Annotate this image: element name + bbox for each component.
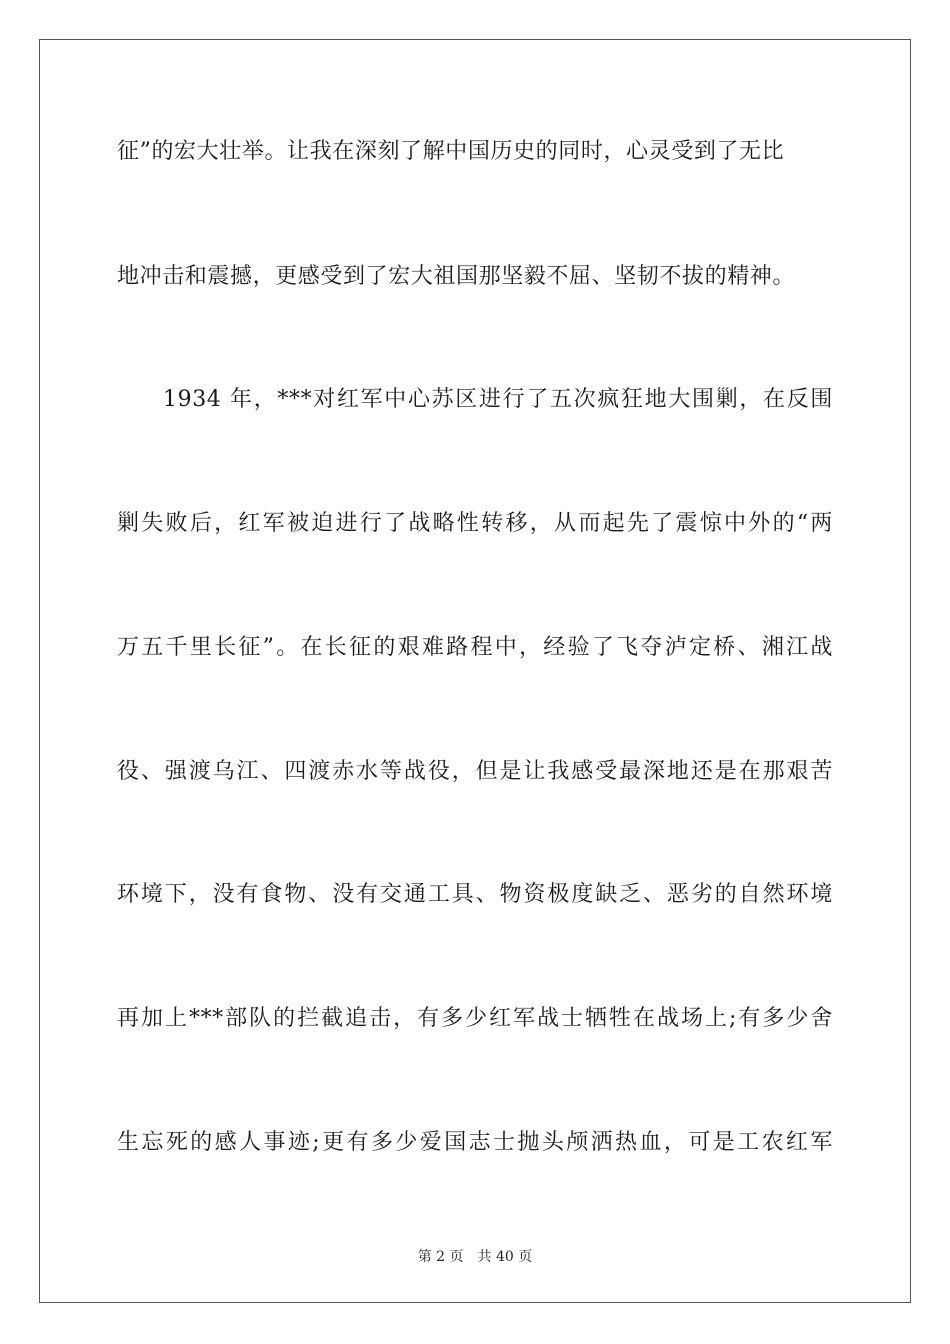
text-line-6: 役、强渡乌江、四渡赤水等战役，但是让我感受最深地还是在那艰苦	[117, 759, 833, 784]
text-line-7: 环境下，没有食物、没有交通工具、物资极度缺乏、恶劣的自然环境	[117, 882, 833, 907]
page-footer	[0, 1248, 950, 1266]
text-line-1: 征”的宏大壮举。让我在深刻了解中国历史的同时，心灵受到了无比	[117, 139, 785, 164]
page-number: 第 2 页	[417, 1249, 464, 1265]
text-line-4: 剿失败后，红军被迫进行了战略性转移，从而起先了震惊中外的“两	[117, 511, 833, 536]
text-line-8: 再加上***部队的拦截追击，有多少红军战士牺牲在战场上;有多少舍	[117, 1006, 833, 1031]
text-line-2: 地冲击和震撼，更感受到了宏大祖国那坚毅不屈、坚韧不拔的精神。	[117, 264, 796, 289]
text-line-9: 生忘死的感人事迹;更有多少爱国志士抛头颅洒热血，可是工农红军	[117, 1130, 833, 1155]
text-line-3-paragraph-start: 1934 年，***对红军中心苏区进行了五次疯狂地大围剿，在反围	[163, 387, 833, 412]
text-line-5: 万五千里长征”。在长征的艰难路程中，经验了飞夺泸定桥、湘江战	[117, 635, 833, 660]
total-pages: 共 40 页	[477, 1249, 533, 1265]
page-border	[39, 39, 911, 1303]
